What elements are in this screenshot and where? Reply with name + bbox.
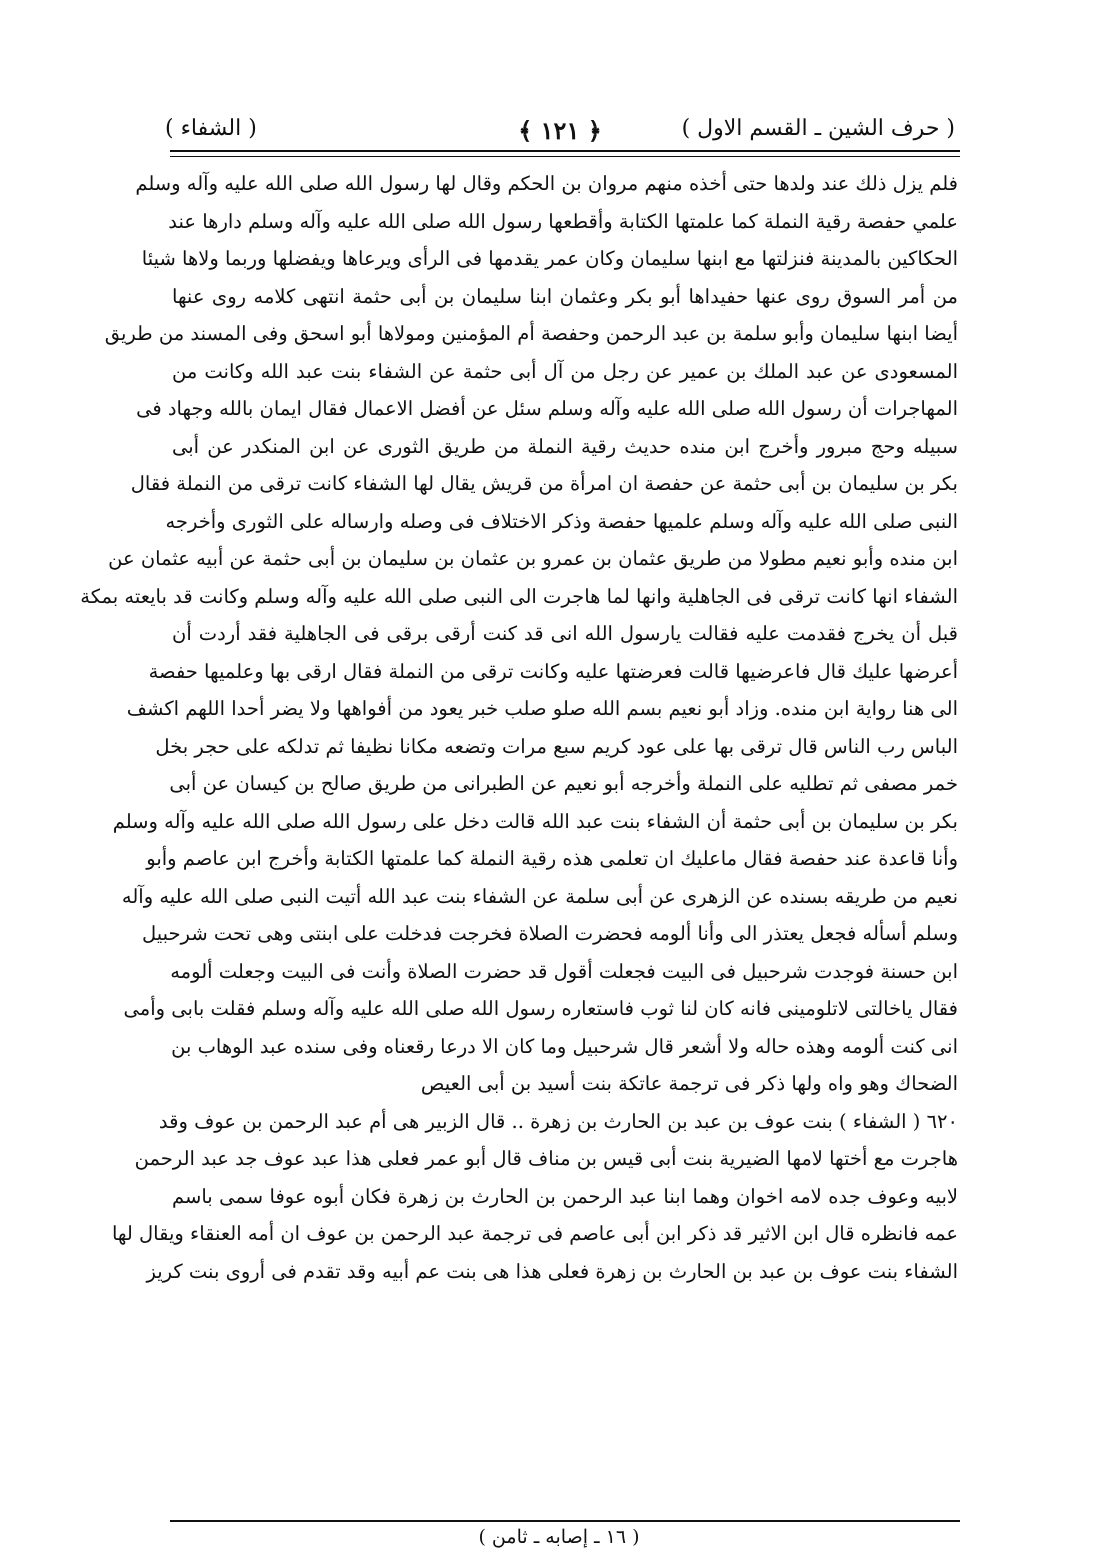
header-rule	[170, 150, 960, 152]
text-line: ابن حسنة فوجدت شرحبيل فى البيت فجعلت أقول قد حضرت الصلاة وأنت فى البيت وجعلت ألومه	[170, 959, 958, 983]
text-line: عمه فانظره قال ابن الاثير قد ذكر ابن أبى عاصم فى ترجمة عبد الرحمن بن عوف ان أمه العنقاء ويقال لها	[111, 1222, 958, 1245]
header-rule-thin	[170, 156, 960, 157]
text-line: الحكاكين بالمدينة فنزلتها مع ابنها سليمان وكان عمر يقدمها فى الرأى ويرعاها ويفضلها وربما ولاها شيئا	[141, 247, 958, 270]
text-line: بكر بن سليمان بن أبى حثمة أن الشفاء بنت عبد الله قالت دخل على رسول الله صلى الله عليه وآله وسلم	[112, 809, 958, 833]
text-line: من أمر السوق روى عنها حفيداها أبو بكر وعثمان ابنا سليمان بن أبى حثمة انتهى كلامه روى عنها	[172, 284, 958, 308]
entry-title: ( الشفاء )	[165, 116, 257, 141]
section-title: ( حرف الشين ـ القسم الاول )	[681, 116, 955, 141]
text-line: سبيله وحج مبرور وأخرج ابن منده حديث رقية النملة من طريق الثورى عن ابن المنكدر عن أبى	[172, 434, 958, 458]
text-line: ابن منده وأبو نعيم مطولا من طريق عثمان بن عمرو بن عثمان بن سليمان بن أبى حثمة عن أبيه عثمان عن	[108, 547, 958, 570]
text-line: بكر بن سليمان بن أبى حثمة عن حفصة ان امرأة من قريش يقال لها الشفاء كانت ترقى من النملة فقال	[130, 472, 958, 495]
text-line: المسعودى عن عبد الملك بن عمير عن رجل من آل أبى حثمة عن الشفاء بنت عبد الله وكانت من	[172, 359, 958, 383]
text-line: نعيم من طريقه بسنده عن الزهرى عن أبى سلمة عن الشفاء بنت عبد الله أتيت النبى صلى الله عليه وآله	[121, 884, 958, 908]
text-line: فلم يزل ذلك عند ولدها حتى أخذه منهم مروان بن الحكم وقال لها رسول الله صلى الله عليه وآله وسلم	[135, 172, 958, 195]
text-line: لابيه وعوف جده لامه اخوان وهما ابنا عبد الرحمن بن الحارث بن زهرة فكان أبوه عوفا سمى باسم	[172, 1184, 958, 1208]
page-number: ﴿ ١٢١ ﴾	[518, 116, 602, 145]
text-line: أيضا ابنها سليمان وأبو سلمة بن عبد الرحمن وحفصة أم المؤمنين ومولاها أبو اسحق وفى المسند من طريق	[104, 322, 958, 345]
text-line: فقال ياخالتى لاتلومينى فانه كان لنا ثوب فاستعاره رسول الله صلى الله عليه وآله وسلم فقلت بابى وأمى	[123, 997, 958, 1020]
entry-heading-line: ٦٢٠ ( الشفاء ) بنت عوف بن عبد بن الحارث بن زهرة .. قال الزبير هى أم عبد الرحمن بن عوف وقد	[158, 1109, 958, 1133]
text-line: الى هنا رواية ابن منده. وزاد أبو نعيم بسم الله صلو صلب خبر يعود من أفواهها ولا يضر أحدا اللهم اكشف	[126, 697, 958, 720]
text-line: انى كنت ألومه وهذه حاله ولا أشعر قال شرحبيل وما كان الا درعا رقعناه وفى سنده عبد الوهاب بن	[171, 1034, 958, 1058]
text-line: أعرضها عليك قال فاعرضيها قالت فعرضتها عليه وكانت ترقى من النملة فقال ارقى بها وعلميها حفصة	[148, 659, 958, 683]
page-header	[165, 112, 955, 152]
text-line: خمر مصفى ثم تطليه على النملة وأخرجه أبو نعيم عن الطبرانى من طريق صالح بن كيسان عن أبى	[169, 772, 958, 795]
footer-rule	[170, 1520, 960, 1522]
text-line: قبل أن يخرج فقدمت عليه فقالت يارسول الله انى قد كنت أرقى برقى فى الجاهلية فقد أردت أن	[172, 622, 958, 645]
text-line: وأنا قاعدة عند حفصة فقال ماعليك ان تعلمى هذه رقية النملة كما علمتها الكتابة وأخرج ابن عاصم وأبو	[146, 847, 958, 870]
page-footer: ( ١٦ ـ إصابه ـ ثامن )	[478, 1526, 640, 1548]
body-text	[80, 165, 958, 1505]
text-line: وسلم أسأله فجعل يعتذر الى وأنا ألومه فحضرت الصلاة فخرجت فدخلت على ابنتى وهى تحت شرحبيل	[141, 922, 958, 945]
text-line: هاجرت مع أختها لامها الضيرية بنت أبى قيس بن مناف قال أبو عمر فعلى هذا عبد عوف جد عبد الرحمن	[134, 1147, 958, 1170]
text-line: الضحاك وهو واه ولها ذكر فى ترجمة عاتكة بنت أسيد بن أبى العيص	[420, 1072, 958, 1095]
text-line: علمي حفصة رقية النملة كما علمتها الكتابة وأقطعها رسول الله صلى الله عليه وآله وسلم دارها عند	[168, 209, 958, 233]
text-line: النبى صلى الله عليه وآله وسلم علميها حفصة وذكر الاختلاف فى وصله وارساله على الثورى وأخرجه	[165, 509, 958, 533]
text-line: الشفاء انها كانت ترقى فى الجاهلية وانها لما هاجرت الى النبى صلى الله عليه وآله وسلم وكانت قد بايعته بمكة	[80, 584, 958, 608]
text-line: الباس رب الناس قال ترقى بها على عود كريم سبع مرات وتضعه مكانا نظيفا ثم تدلكه على حجر بخل	[155, 734, 958, 758]
text-line: الشفاء بنت عوف بن عبد بن الحارث بن زهرة فعلى هذا هى بنت عم أبيه وقد تقدم فى أروى بنت كريز	[146, 1259, 958, 1283]
text-line: المهاجرات أن رسول الله صلى الله عليه وآله وسلم سئل عن أفضل الاعمال فقال ايمان بالله وجهاد فى	[136, 397, 958, 420]
